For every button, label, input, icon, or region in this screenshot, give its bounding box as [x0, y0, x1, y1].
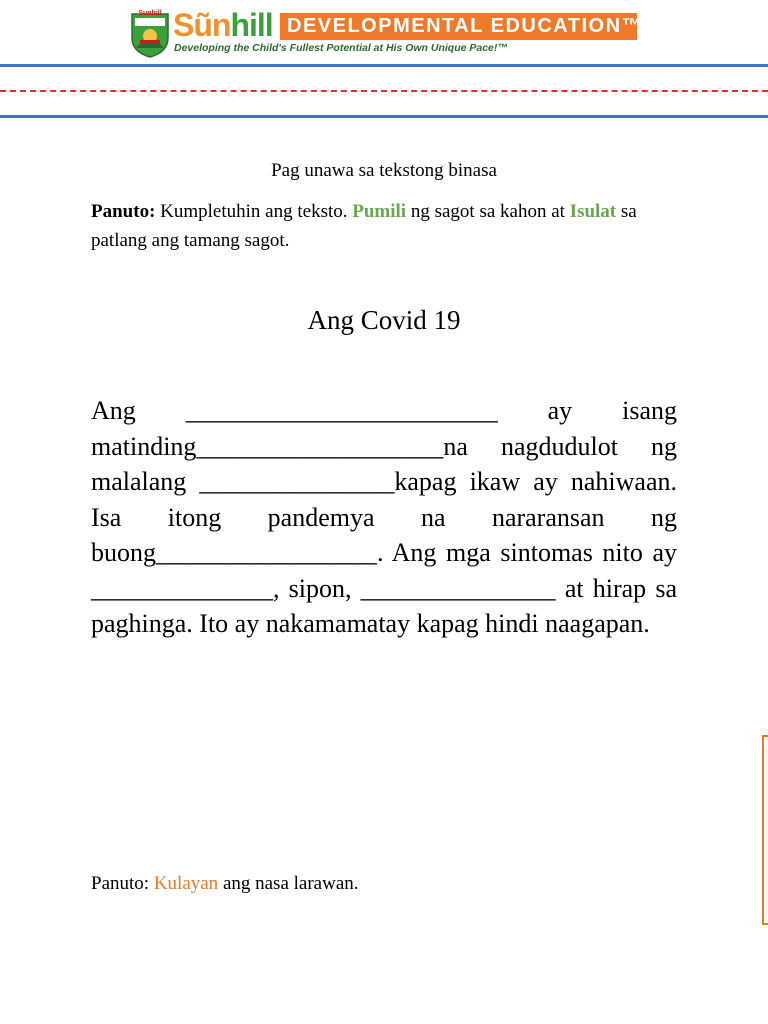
brand-tagline: Developing the Child's Fullest Potential at His Own Unique Pace!™: [174, 42, 508, 54]
answer-choices-box: [762, 735, 768, 925]
instructions: Panuto: Kumpletuhin ang teksto. Pumili ng sagot sa kahon at Isulat sa patlang ang tamang sagot.: [91, 201, 637, 251]
brand-name: Sũnhill: [173, 7, 273, 43]
instructions-label: Panuto:: [91, 201, 156, 222]
isulat-highlight: Isulat: [569, 201, 617, 222]
sunhill-shield-icon: [130, 10, 170, 58]
coloring-instructions: Panuto: Kulayan ang nasa larawan.: [91, 873, 359, 894]
brand-banner: DEVELOPMENTAL EDUCATION™: [280, 13, 637, 40]
passage-text: Ang ________________________ ay isang matinding___________________na nagdudulot ng malalang _______________kapag ikaw ay nahiwaan. Isa itong pandemya na nararansan ng buong_________________. Ang mga sintomas nito ay ______________, sipon, _______________ at hirap sa paghinga. Ito ay nakamamatay kapag hindi naagapan.: [91, 396, 677, 638]
kulayan-highlight: Kulayan: [153, 873, 219, 894]
shield-label: Sunhill: [138, 10, 162, 17]
sunhill-logo: [130, 7, 644, 60]
worksheet-subtitle: Pag unawa sa tekstong binasa: [271, 160, 497, 181]
pumili-highlight: Pumili: [352, 201, 407, 222]
dashed-divider: [0, 90, 768, 92]
passage-title: Ang Covid 19: [307, 305, 461, 335]
